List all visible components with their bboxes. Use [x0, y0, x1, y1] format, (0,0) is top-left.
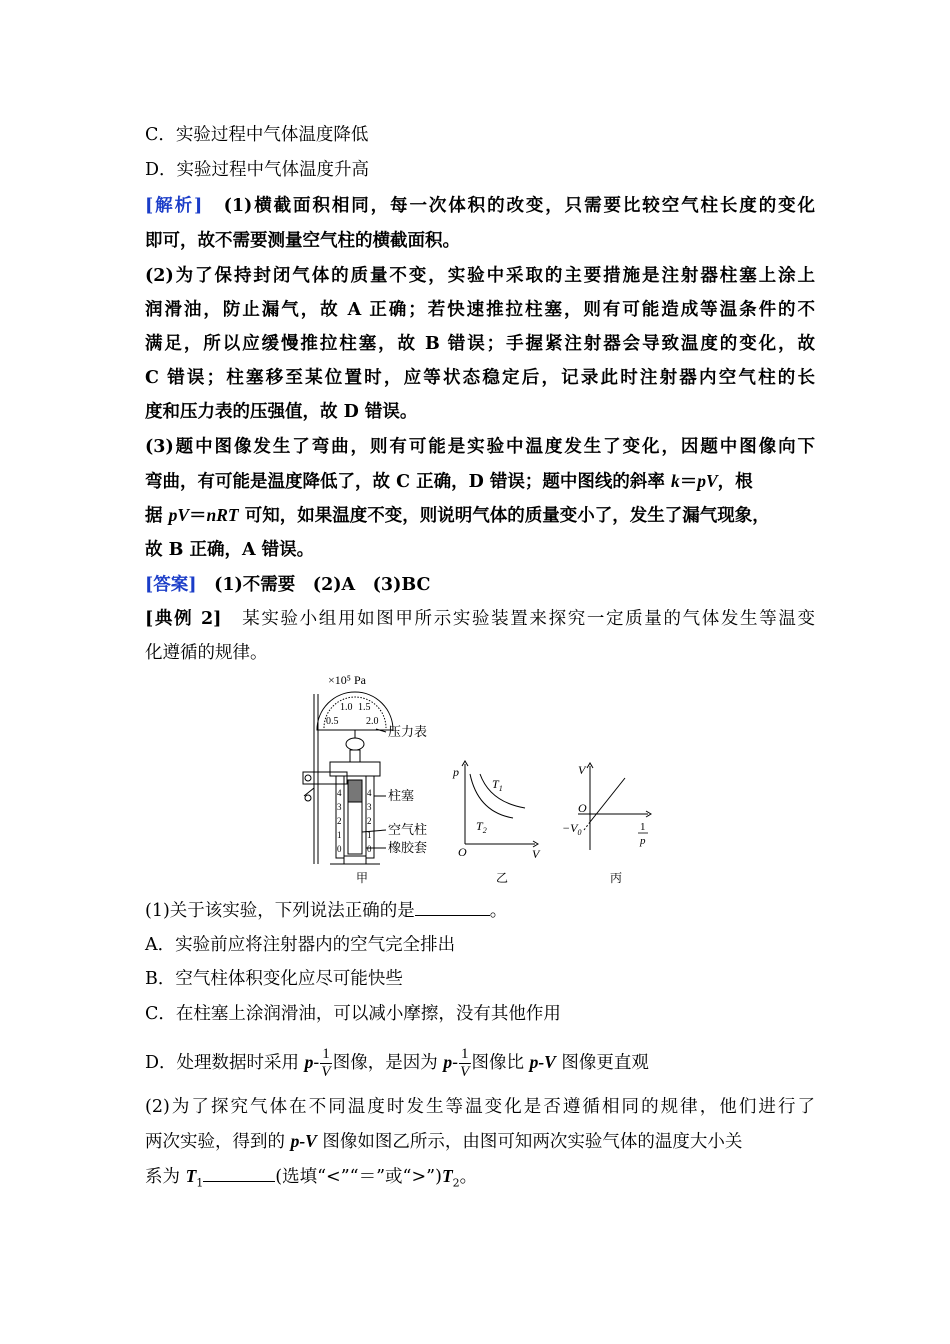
label-gauge: 压力表 [388, 724, 428, 739]
valve [346, 738, 364, 750]
nrt-term: nRT [206, 505, 239, 525]
panel-yi: 乙 [496, 871, 509, 885]
bing-negv0-label: $-V_0$ [562, 821, 582, 837]
option-d-text-b: 图像，是因为 [332, 1053, 444, 1073]
panel-bing: 丙 [610, 871, 623, 885]
analysis-line-8: (3)题中图像发生了弯曲，则有可能是实验中温度发生了变化，因题中图像向下 [145, 437, 815, 457]
answer-line [145, 573, 815, 597]
analysis-text-10e: 可知，如果温度不变，则说明气体的质量变小了，发生了漏气现象， [238, 506, 770, 526]
equals-sign: ＝ [679, 472, 698, 492]
q2-text-3a: 系为 [145, 1167, 186, 1187]
equals-sign-2: ＝ [189, 506, 207, 526]
option-c-line: C．实验过程中气体温度降低 [145, 125, 369, 145]
frac-num: 1 [322, 1046, 330, 1062]
option-d-dash: - [313, 1053, 320, 1073]
figure-svg [300, 672, 660, 887]
pv-term: pV [697, 471, 718, 491]
yi-p-label: p [453, 765, 459, 779]
analysis-line-3: (2)为了保持封闭气体的质量不变，实验中采取的主要措施是注射器柱塞上涂上 [145, 266, 815, 286]
rubber-cap [344, 856, 366, 864]
panel-jia: 甲 [356, 871, 369, 885]
q2-t2: T [441, 1166, 453, 1186]
analysis-line-7: 度和压力表的压强值，故 D 错误。 [145, 402, 418, 422]
analysis-line-5: 满足，所以应缓慢推拉柱塞，故 B 错误；手握紧注射器会导致温度的变化，故 [145, 334, 815, 354]
option-d-pv: p-V [529, 1052, 556, 1072]
q2-t1: T [185, 1166, 197, 1186]
scale-l-1: 1 [337, 830, 342, 840]
frac-den: V [321, 1064, 331, 1080]
q2-end: 。 [459, 1167, 478, 1187]
question-1-line [145, 899, 815, 923]
answer-blank-1[interactable] [415, 901, 490, 916]
clamp-screw [305, 775, 311, 781]
fraction-1-over-v [320, 1046, 332, 1081]
option-c: C．在柱塞上涂润滑油，可以减小摩擦，没有其他作用 [145, 1004, 561, 1024]
option-d-dash-2: - [452, 1053, 458, 1073]
q2-text-3b: (选填“<”“＝”或“>”) [275, 1167, 442, 1187]
option-d-text-d: 图像更直观 [555, 1053, 649, 1073]
yi-t2-label: $T_2$ [476, 819, 487, 835]
analysis-line-1 [145, 194, 815, 218]
option-d-p-2: p [443, 1052, 453, 1072]
scale-r-0: 0 [367, 844, 372, 854]
example-line-1 [145, 607, 815, 631]
bing-v-label: V [578, 763, 586, 777]
answer-blank-2[interactable] [203, 1167, 275, 1182]
scale-r-2: 2 [367, 816, 372, 826]
analysis-line-9 [145, 469, 815, 494]
answer-text: (1)不需要 (2)A (3)BC [214, 575, 431, 595]
clamp [303, 772, 347, 784]
gauge-tick-1: 1.0 [340, 702, 353, 713]
analysis-text-1: (1)横截面积相同，每一次体积的改变，只需要比较空气柱长度的变化 [223, 196, 816, 216]
analysis-line-10 [145, 503, 815, 528]
bing-line [590, 778, 625, 822]
scale-r-3: 3 [367, 802, 372, 812]
option-d [145, 1045, 815, 1081]
label-plunger: 柱塞 [388, 788, 415, 803]
example-line-2: 化遵循的规律。 [145, 643, 268, 663]
question-1-end: 。 [489, 901, 508, 921]
question-2-line-3 [145, 1164, 815, 1196]
analysis-line-11: 故 B 正确，A 错误。 [145, 540, 315, 560]
syringe-top [330, 762, 380, 776]
q2-text-a: 两次实验，得到的 [145, 1132, 291, 1152]
bing-one-label: 1 [640, 821, 646, 833]
valve-body [350, 750, 360, 762]
bing-line-ext [584, 822, 590, 830]
example-tag: [典例 2] [145, 609, 222, 629]
analysis-line-6: C 错误；柱塞移至某位置时，应等状态稳定后，记录此时注射器内空气柱的长 [145, 368, 815, 388]
analysis-text-9e: ，根 [717, 472, 753, 492]
pv-term-2: pV [168, 505, 190, 525]
frac-den-2: V [460, 1064, 470, 1080]
question-2-line-2 [145, 1129, 815, 1154]
answer-tag: [答案] [145, 575, 197, 595]
yi-v-label: V [532, 847, 540, 861]
clamp-screw-2 [305, 795, 311, 801]
q2-text-c: 图像如图乙所示，由图可知两次实验气体的温度大小关 [316, 1132, 743, 1152]
gauge-tick-3: 0.5 [326, 716, 339, 727]
gauge-unit: ×10⁵ Pa [328, 673, 366, 687]
bing-p-label: p [640, 835, 646, 847]
scale-l-4: 4 [337, 788, 342, 798]
scale-r-1: 1 [367, 830, 372, 840]
question-2-line-1: (2)为了探究气体在不同温度时发生等温变化是否遵循相同的规律，他们进行了 [145, 1097, 815, 1117]
experiment-figure [300, 672, 660, 887]
analysis-text-10a: 据 [145, 506, 169, 526]
option-d-text-a: D．处理数据时采用 [145, 1053, 305, 1073]
gauge-tick-2: 1.5 [358, 702, 371, 713]
yi-t1-label: $T_1$ [492, 777, 503, 793]
q2-t1-sub: 1 [196, 1176, 204, 1190]
bing-o-label: O [578, 801, 587, 815]
scale-l-2: 2 [337, 816, 342, 826]
option-d-text-c: 图像比 [471, 1053, 530, 1073]
question-1-text: (1)关于该实验，下列说法正确的是 [145, 901, 415, 921]
q2-pv: p-V [290, 1131, 317, 1151]
label-rubber: 橡胶套 [388, 840, 428, 855]
slope-k: k [670, 471, 680, 491]
yi-o-label: O [458, 845, 467, 859]
scale-r-4: 4 [367, 788, 372, 798]
analysis-line-4: 润滑油，防止漏气，故 A 正确；若快速推拉柱塞，则有可能造成等温条件的不 [145, 300, 815, 320]
analysis-line-2: 即可，故不需要测量空气柱的横截面积。 [145, 231, 460, 251]
option-d-line: D．实验过程中气体温度升高 [145, 160, 370, 180]
gauge-tick-4: 2.0 [366, 716, 379, 727]
analysis-text-9a: 弯曲，有可能是温度降低了，故 C 正确，D 错误；题中图线的斜率 [145, 472, 671, 492]
fraction-1-over-v-2 [459, 1046, 471, 1081]
scale-l-0: 0 [337, 844, 342, 854]
option-a: A．实验前应将注射器内的空气完全排出 [145, 935, 456, 955]
q2-t2-sub: 2 [452, 1176, 460, 1190]
frac-num-2: 1 [461, 1046, 469, 1062]
example-text-1: 某实验小组用如图甲所示实验装置来探究一定质量的气体发生等温变 [242, 609, 815, 629]
scale-l-3: 3 [337, 802, 342, 812]
analysis-tag: [解析] [145, 196, 203, 216]
label-aircol: 空气柱 [388, 822, 428, 837]
option-b: B．空气柱体积变化应尽可能快些 [145, 969, 403, 989]
plunger [348, 780, 362, 802]
option-d-p: p [304, 1052, 314, 1072]
